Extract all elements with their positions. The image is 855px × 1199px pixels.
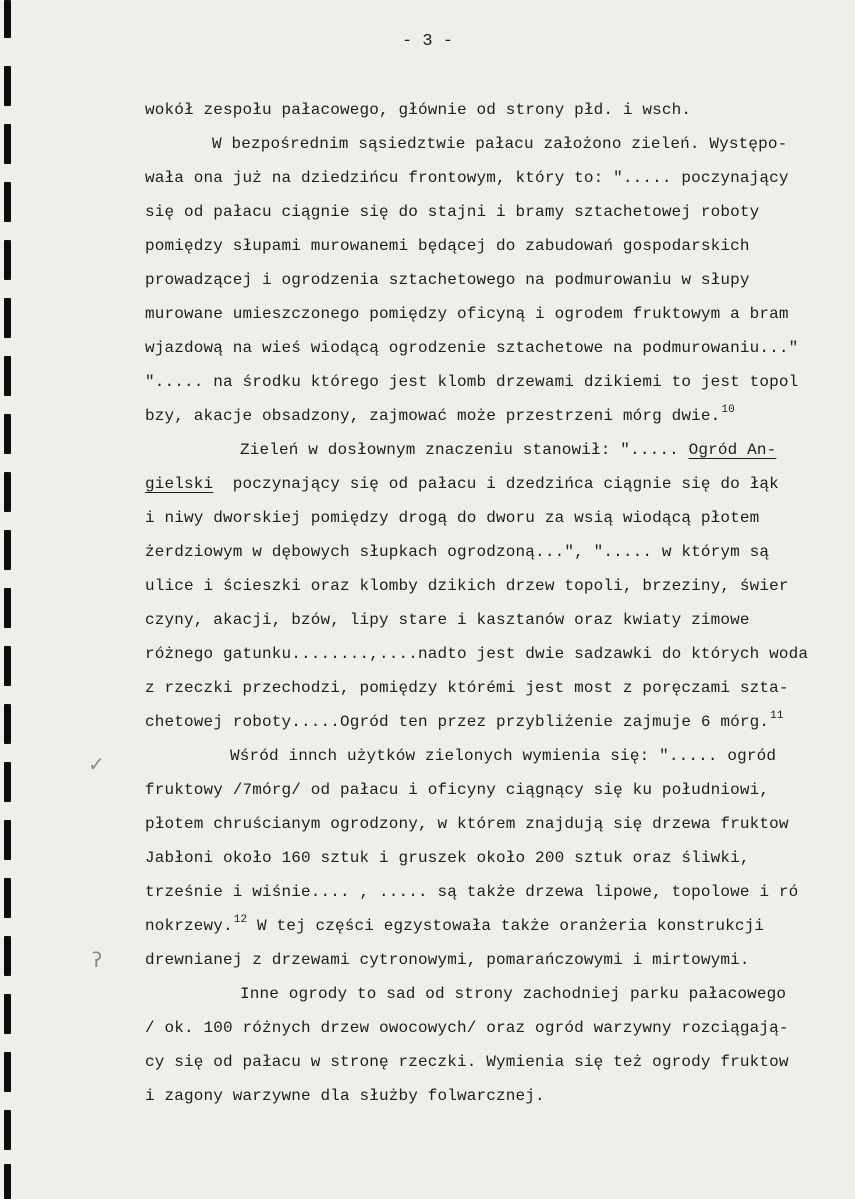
text-run: wokół zespołu pałacowego, głównie od strony płd. i wsch.: [145, 101, 692, 119]
text-run: z rzeczki przechodzi, pomiędzy którémi jest most z poręczami szta-: [145, 679, 789, 697]
text-line: [145, 812, 789, 836]
text-run: trześnie i wiśnie.... , ..... są także drzewa lipowe, topolowe i ró: [145, 883, 799, 901]
margin-pencil-mark: ʔ: [92, 948, 103, 972]
text-line: [145, 370, 798, 394]
text-run: nokrzewy.: [145, 917, 233, 935]
text-run: Inne ogrody to sad od strony zachodniej parku pałacowego: [240, 985, 787, 1003]
text-run: Zieleń w dosłownym znaczeniu stanowił: ".....: [240, 441, 689, 459]
text-line: [145, 200, 759, 224]
text-run: wała ona już na dziedzińcu frontowym, który to: "..... poczynający: [145, 169, 789, 187]
text-run: żerdziowym w dębowych słupkach ogrodzoną...", "..... w którym są: [145, 543, 770, 561]
text-line: [240, 982, 786, 1006]
text-run: Jabłoni około 160 sztuk i gruszek około 200 sztuk oraz śliwki,: [145, 849, 750, 867]
underlined-text: Ogród An-: [688, 441, 777, 459]
text-line: [145, 404, 735, 428]
footnote-ref: 12: [233, 914, 248, 926]
text-line: [145, 336, 798, 360]
text-run: murowane umieszczonego pomiędzy oficyną i ogrodem fruktowym a bram: [145, 305, 789, 323]
text-run: Wśród innch użytków zielonych wymienia się: "..... ogród: [230, 747, 777, 765]
text-line: [145, 1016, 789, 1040]
text-line: [145, 710, 784, 734]
underlined-text: gielski: [145, 475, 214, 493]
text-run: poczynający się od pałacu i dzedzińca ciągnie się do łąk: [213, 475, 779, 493]
page-number: - 3 -: [401, 32, 453, 51]
margin-checkmark: ✓: [88, 752, 105, 776]
text-run: prowadzącej i ogrodzenia sztachetowego na podmurowaniu w słupy: [145, 271, 750, 289]
text-line: [145, 1050, 789, 1074]
text-line: [212, 132, 787, 156]
text-line: [145, 676, 789, 700]
text-run: W bezpośrednim sąsiedztwie pałacu założono zieleń. Występo-: [212, 135, 788, 153]
text-run: różnego gatunku........,....nadto jest dwie sadzawki do których woda: [145, 645, 809, 663]
text-line: [230, 744, 776, 768]
text-line: [145, 302, 789, 326]
text-line: [145, 914, 764, 938]
text-run: cy się od pałacu w stronę rzeczki. Wymienia się też ogrody fruktow: [145, 1053, 789, 1071]
text-line: [145, 846, 750, 870]
text-line: [145, 574, 789, 598]
text-line: [145, 540, 769, 564]
text-run: i niwy dworskiej pomiędzy drogą do dworu za wsią wiodącą płotem: [145, 509, 760, 527]
text-line: [145, 234, 750, 258]
text-run: W tej części egzystowała także oranżeria konstrukcji: [247, 917, 765, 935]
text-line: [145, 1084, 545, 1108]
text-run: chetowej roboty.....Ogród ten przez przybliżenie zajmuje 6 mórg.: [145, 713, 770, 731]
footnote-ref: 11: [770, 710, 784, 722]
text-run: pomiędzy słupami murowanemi będącej do zabudowań gospodarskich: [145, 237, 750, 255]
text-run: "..... na środku którego jest klomb drzewami dzikiemi to jest topol: [145, 373, 799, 391]
text-line: [145, 880, 798, 904]
text-run: się od pałacu ciągnie się do stajni i bramy sztachetowej roboty: [145, 203, 760, 221]
text-line: [145, 472, 779, 496]
text-line: [145, 608, 750, 632]
text-line: [145, 778, 769, 802]
footnote-ref: 10: [721, 404, 735, 416]
text-line: [145, 268, 750, 292]
text-run: wjazdową na wieś wiodącą ogrodzenie sztachetowe na podmurowaniu...": [145, 339, 799, 357]
text-line: [145, 948, 750, 972]
text-run: i zagony warzywne dla służby folwarcznej.: [145, 1087, 545, 1105]
text-line: [145, 506, 759, 530]
text-run: bzy, akacje obsadzony, zajmować może przestrzeni mórg dwie.: [145, 407, 721, 425]
text-line: [145, 98, 691, 122]
text-run: płotem chruścianym ogrodzony, w którem znajdują się drzewa fruktow: [145, 815, 789, 833]
text-run: czyny, akacji, bzów, lipy stare i kasztanów oraz kwiaty zimowe: [145, 611, 750, 629]
text-run: drewnianej z drzewami cytronowymi, pomarańczowymi i mirtowymi.: [145, 951, 750, 969]
text-run: fruktowy /7mórg/ od pałacu i oficyny ciągnący się ku południowi,: [145, 781, 770, 799]
text-run: ulice i ścieszki oraz klomby dzikich drzew topoli, brzeziny, świer: [145, 577, 789, 595]
text-line: [145, 166, 789, 190]
text-run: / ok. 100 różnych drzew owocowych/ oraz ogród warzywny rozciągają-: [145, 1019, 789, 1037]
text-line: [240, 438, 776, 462]
text-line: [145, 642, 808, 666]
